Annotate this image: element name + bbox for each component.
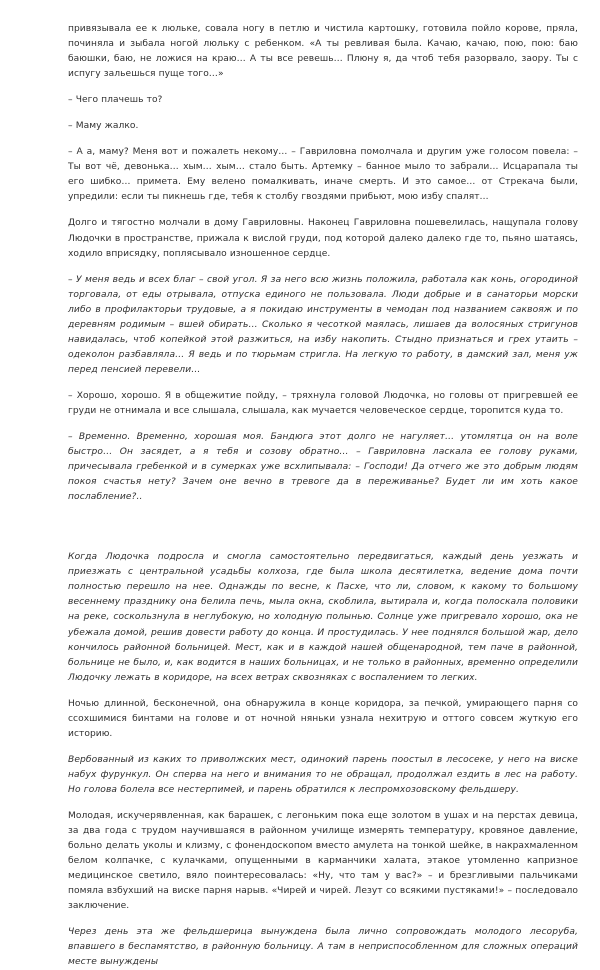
paragraph: привязывала ее к люльке, совала ногу в петлю и чистила картошку, готовила пойло корове, пряла, починяла и зыбала ногой люльку с ребенком. «А ты ревливая была. Качаю, качаю, пою, пою: баю баюшки, баю, не ложися на краю… А ты все ревешь… Плюну я, да чтоб тебя разорвало, заору. Ты с испугу зальешься пуще того…»	[68, 24, 578, 80]
paragraph-italic: Когда Людочка подросла и смогла самостоятельно передвигаться, каждый день уезжать и приезжать с центральной усадьбы колхоза, где была школа десятилетка, ведение дома почти полностью перешло на нее. Однажды по весне, к Пасхе, что ли, словом, к какому то большому весеннему празднику она белила печь, мыла окна, скоблила, вытирала и, когда полоскала половики на реке, соскользнула в неглубокую, но холодную полынью. Солнце уже пригревало хорошо, ока не убежала домой, решив довести работу до конца. И простудилась. У нее поднялся большой жар, дело кончилось районной больницей. Мест, как и в каждой нашей общенародной, тем паче в районной, больнице не было, и, как водится в наших больницах, и не только в районных, временно определили Людочку лежать в коридоре, на всех ветрах сквозняках с воспалением то легких.	[68, 552, 578, 683]
paragraph-italic: Вербованный из каких то приволжских мест, одинокий парень поостыл в лесосеке, у него на виске набух фурункул. Он сперва на него и внимания то не обращал, продолжал ездить в лес на работу. Но голова болела все нестерпимей, и парень обратился к леспромхозовскому фельдшеру.	[68, 754, 578, 795]
section-break	[68, 516, 578, 550]
paragraph-dialogue: – Маму жалко.	[68, 121, 139, 132]
paragraph-dialogue: – Хорошо, хорошо. Я в общежитие пойду, – тряхнула головой Людочка, но головы от пригревшей ее груди не отнимала и все слышала, слышала, как мучается человеческое сердце, торопится куда то.	[68, 390, 578, 416]
paragraph-italic: Через день эта же фельдшерица вынуждена была лично сопровождать молодого лесоруба, впавшего в беспамятство, в районную больницу. А там в неприспособленном для сложных операций месте вынуждены	[68, 927, 578, 968]
paragraph-dialogue: – А а, маму? Меня вот и пожалеть некому… – Гавриловна помолчала и другим уже голосом повела: – Ты вот чё, девонька… хым… хым… стало быть. Артемку – банное мыло то забрали… Исцарапала ты его шибко… примета. Ему велено помалкивать, иначе смерть. И это самое… от Стрекача были, упредили: если ты пикнешь где, тебя к столбу гвоздями прибьют, мою избу спалят…	[68, 147, 578, 203]
document-text-column	[68, 22, 578, 970]
paragraph: Долго и тягостно молчали в дому Гавриловны. Наконец Гавриловна пошевелилась, нащупала голову Людочки в пространстве, прижала к вислой груди, под которой далеко далеко где то, пьяно шатаясь, ходило вприсядку, поплясывало изношенное сердце.	[68, 218, 578, 259]
paragraph-italic: – Временно. Временно, хорошая моя. Бандюга этот долго не нагуляет… утомлятца он на воле быстро… Он засядет, а я тебя и созову обратно… – Гавриловна ласкала ее голову руками, причесывала гребенкой и в сумерках уже всхлипывала: – Господи! Да отчего же это добрым людям покоя счастья нету? Зачем оне вечно в тревоге да в переживанье? Будет ли им хоть какое послабление?..	[68, 432, 578, 503]
paragraph-dialogue: – Чего плачешь то?	[68, 95, 163, 106]
paragraph: Ночью длинной, бесконечной, она обнаружила в конце коридора, за печкой, умирающего парня со ссохшимися бинтами на голове и от ночной няньки узнала нехитрую и оттого совсем жуткую его историю.	[68, 698, 578, 739]
paragraph-italic: – У меня ведь и всех благ – свой угол. Я за него всю жизнь положила, работала как конь, огородиной торговала, от еды отрывала, отпуска единого не пользовала. Люди добрые и в санаторьи морски либо в профилакторьи трудовые, а я покидаю инструменты в чемодан под названием саквояж и по деревням родимым – вшей обирать… Сколько я чесоткой маялась, лишаев да волосяных стригунов навидалась, чтоб копейкой этой разжиться, на избу накопить. Стыдно признаться и грех утаить – одеколон разбавляла… Я ведь и по тюрьмам стригла. На легкую то работу, в дамский зал, меня уж перед пенсией перевели…	[68, 274, 578, 375]
paragraph: Молодая, искучерявленная, как барашек, с легоньким пока еще золотом в ушах и на перстах девица, за два года с трудом научившаяся в районном училище измерять температуру, кровяное давление, больно делать уколы и клизму, с фонендоскопом вместо амулета на тонкой шейке, в накрахмаленном белом колпачке, с кулачками, опущенными в карманчики халата, этакое утомленно капризное медицинское светило, вяло поинтересовалась: «Ну, что там у вас?» – и брезгливыми пальчиками помяла взбухший на виске парня нарыв. «Чирей и чирей. Лезут со всякими пустяками!» – последовало заключение.	[68, 810, 578, 912]
